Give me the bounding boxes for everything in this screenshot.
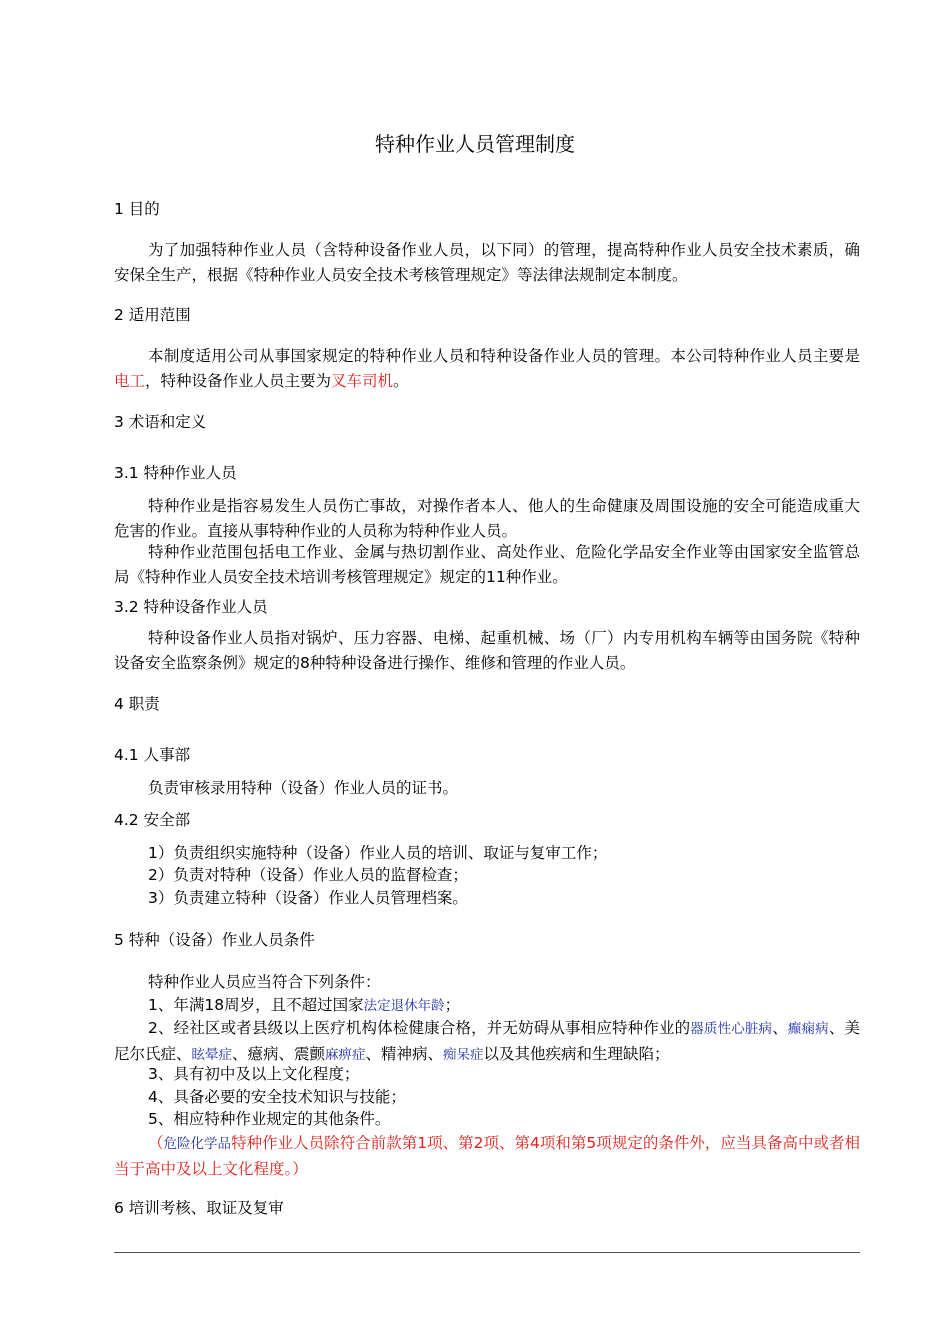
list-item: 3）负责建立特种（设备）作业人员管理档案。 xyxy=(148,889,468,907)
condition-1 xyxy=(148,994,460,1017)
epilepsy-term: 癫痫病 xyxy=(787,1021,829,1037)
footer-divider xyxy=(114,1252,860,1253)
condition-2-text-a: 2、经社区或者县级以上医疗机构体检健康合格，并无妨碍从事相应特种作业的 xyxy=(148,1019,691,1037)
condition-2-text-e: 以及其他疾病和生理缺陷； xyxy=(483,1045,670,1063)
section-2-text-c: 。 xyxy=(393,372,409,390)
list-item: 1）负责组织实施特种（设备）作业人员的培训、取证与复审工作； xyxy=(148,844,608,862)
condition-1-end: ； xyxy=(444,996,461,1014)
section-3-1-paragraph-2: 特种作业范围包括电工作业、金属与热切割作业、高处作业、危险化学品安全作业等由国家安全监管总局《特种作业人员安全技术培训考核管理规定》规定的11种作业。 xyxy=(114,543,860,586)
section-3-1-paragraph-1: 特种作业是指容易发生人员伤亡事故，对操作者本人、他人的生命健康及周围设施的安全可能造成重大危害的作业。直接从事特种作业的人员称为特种作业人员。 xyxy=(114,497,860,540)
condition-5: 5、相应特种作业规定的其他条件。 xyxy=(148,1110,391,1128)
separator: 、 xyxy=(772,1019,788,1037)
section-2-heading: 2 适用范围 xyxy=(114,306,191,324)
heart-disease-term: 器质性心脏病 xyxy=(690,1021,773,1037)
list-item: 2）负责对特种（设备）作业人员的监督检查； xyxy=(148,866,468,884)
section-3-2-heading: 3.2 特种设备作业人员 xyxy=(114,598,268,616)
section-2-text-b: ，特种设备作业人员主要为 xyxy=(145,372,332,390)
condition-1-text: 1、年满18周岁，且不超过国家 xyxy=(148,996,364,1014)
hazardous-chemicals-term: 危险化学品 xyxy=(163,1136,232,1152)
condition-2-text-d: 、精神病、 xyxy=(365,1045,444,1063)
note-text: 特种作业人员除符合前款第1项、第2项、第4项和第5项规定的条件外，应当具备高中或者相当于高中及以上文化程度。） xyxy=(114,1134,860,1178)
section-5-heading: 5 特种（设备）作业人员条件 xyxy=(114,931,315,949)
hazardous-chemicals-note xyxy=(114,1131,860,1182)
retirement-age-term: 法定退休年龄 xyxy=(363,998,445,1014)
condition-3: 3、具有初中及以上文化程度； xyxy=(148,1065,360,1083)
section-3-2-paragraph: 特种设备作业人员指对锅炉、压力容器、电梯、起重机械、场（厂）内专用机构车辆等由国务院《特种设备安全监察条例》规定的8种特种设备进行操作、维修和管理的作业人员。 xyxy=(114,629,860,672)
section-4-heading: 4 职责 xyxy=(114,695,160,713)
section-6-heading: 6 培训考核、取证及复审 xyxy=(114,1199,284,1217)
highlight-electrician: 电工 xyxy=(114,372,146,390)
condition-2-text-b: 、美尼尔氏症、 xyxy=(114,1019,860,1063)
highlight-forklift-driver: 叉车司机 xyxy=(331,372,394,390)
section-2-text-a: 本制度适用公司从事国家规定的特种作业人员和特种设备作业人员的管理。本公司特种作业人员主要是 xyxy=(148,347,860,365)
paralysis-term: 麻痹症 xyxy=(325,1047,366,1063)
section-1-paragraph: 为了加强特种作业人员（含特种设备作业人员，以下同）的管理，提高特种作业人员安全技术素质，确安保全生产，根据《特种作业人员安全技术考核管理规定》等法律法规制定本制度。 xyxy=(114,241,860,284)
section-2-paragraph xyxy=(114,344,860,394)
note-open: （ xyxy=(148,1134,164,1152)
dementia-term: 痴呆症 xyxy=(443,1047,484,1063)
section-3-heading: 3 术语和定义 xyxy=(114,413,207,431)
section-5-intro: 特种作业人员应当符合下列条件： xyxy=(148,973,381,991)
condition-2-text-c: 、癔病、震颤 xyxy=(232,1045,326,1063)
condition-2 xyxy=(114,1016,860,1068)
section-4-1-heading: 4.1 人事部 xyxy=(114,746,191,764)
vertigo-term: 眩晕症 xyxy=(191,1047,233,1063)
section-4-2-heading: 4.2 安全部 xyxy=(114,811,191,829)
condition-4: 4、具备必要的安全技术知识与技能； xyxy=(148,1088,406,1106)
section-4-1-paragraph: 负责审核录用特种（设备）作业人员的证书。 xyxy=(148,779,459,797)
section-3-1-heading: 3.1 特种作业人员 xyxy=(114,464,237,482)
document-title: 特种作业人员管理制度 xyxy=(375,132,575,156)
section-1-heading: 1 目的 xyxy=(114,200,160,218)
